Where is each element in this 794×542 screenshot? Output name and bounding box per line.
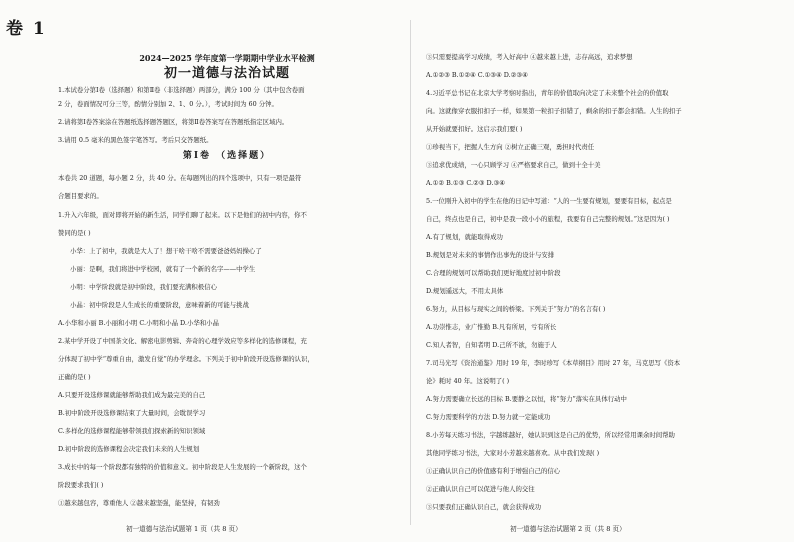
text-line: B.初中阶段开设选修课结束了大量时间，会耽误学习: [58, 409, 206, 417]
text-line: ②正确认识自己可以促进与他人的交往: [426, 485, 535, 493]
text-line: A.只要开设选修课就能够帮助我们成为最完美的自己: [58, 391, 206, 399]
note-line: 2.请将第Ⅰ卷答案涂在答题纸选择题答题区，将第Ⅱ卷答案写在答题纸指定区域内。: [58, 118, 289, 126]
text-line: 4.习近平总书记在北京大学考察时指出，青年的价值取向决定了未来整个社会的价值取: [426, 89, 669, 97]
text-line: ①越来越包容，尊重他人 ②越来越坚强，能坚持，有韧劲: [58, 499, 220, 507]
text-line: 小晶：初中阶段是人生成长的重要阶段，意味着新的可能与挑战: [70, 301, 249, 309]
text-line: ①珍视当下，把握人生方向 ②树立正确三观，勇担时代责任: [426, 143, 595, 151]
text-line: 合题目要求的。: [58, 192, 103, 200]
text-line: D.初中阶段的选修课程会决定我们未来的人生规划: [58, 445, 200, 453]
text-line: A.①②③ B.①②④ C.①③④ D.②③④: [426, 71, 528, 79]
text-line: B.规划是对未来的事情作出事先的设计与安排: [426, 251, 555, 259]
text-line: 分体现了初中学“尊重自由，激发自觉”的办学理念。下列关于初中阶段开设选修课的认识，: [58, 355, 314, 363]
text-line: 赞同的是( ): [58, 229, 91, 237]
page-footer: 初一道德与法治试题第 1 页（共 8 页）: [126, 525, 242, 533]
text-line: A.功崇惟志，业广惟勤 B.凡有所居，亏有所长: [426, 323, 557, 331]
text-line: A.有了规划，就能取得成功: [426, 233, 503, 241]
text-line: 2.某中学开设了中国茶文化、解密电影剪辑、奔奇的心理学效应等多样化的选修课程，充: [58, 337, 307, 345]
text-line: 阶段要求我们( ): [58, 481, 104, 489]
text-line: C.合理的规划可以帮助我们更好地度过初中阶段: [426, 269, 561, 277]
text-line: C.努力需要科学的方法 D.努力就一定能成功: [426, 413, 551, 421]
text-line: 小华：上了初中，我就是大人了！想干啥干啥不需要爸爸妈妈操心了: [70, 247, 262, 255]
section-title: 第Ⅰ卷 （选择题）: [182, 151, 272, 161]
note-line: 2 分，卷面情况可分三等，酌情分别加 2、1、0 分。），考试时间为 60 分钟。: [58, 100, 278, 108]
text-line: 向。这就像穿衣服扣扣子一样，如果第一粒扣子扣错了，剩余的扣子都会扣错。人生的扣子: [426, 107, 682, 115]
page-footer: 初一道德与法治试题第 2 页（共 8 页）: [510, 525, 626, 533]
text-line: 3.成长中的每一个阶段都有独特的价值和意义。初中阶段是人生发展的一个新阶段，这个: [58, 463, 307, 471]
page-divider: [410, 20, 411, 525]
text-line: 论》耗时 40 年。这说明了( ): [426, 377, 510, 385]
text-line: 6.努力，从目标与现实之间的桥梁。下列关于“努力”的名言有( ): [426, 305, 606, 313]
volume-label: 卷 1: [6, 19, 47, 39]
right-page: [426, 0, 766, 542]
subject-title: 初一道德与法治试题: [163, 66, 290, 81]
text-line: 小丽：是啊，我们将进中学校园，就有了一个新的名字——中学生: [70, 265, 256, 273]
text-line: ③追求优成绩，一心只顾学习 ④严格要求自己，做到十全十美: [426, 161, 601, 169]
note-line: 1.本试卷分第Ⅰ卷（选择题）和第Ⅱ卷（非选择题）两部分，满分 100 分（其中包含卷面: [58, 86, 305, 94]
text-line: 8.小芳每天练习书法，字越练越好，她认识到这是自己的优势，所以经常用课余时间帮助: [426, 431, 675, 439]
text-line: 从开始就要扣好。这启示我们要( ): [426, 125, 523, 133]
text-line: D.规划遥远大，不用太具体: [426, 287, 504, 295]
text-line: ③只要我们正确认识自己，就会获得成功: [426, 503, 542, 511]
exam-title: 2024—2025 学年度第一学期期中学业水平检测: [139, 53, 315, 63]
text-line: ①正确认识自己的价值感有利于增强自己的信心: [426, 467, 561, 475]
text-line: C.知人者智，自知者明 D.己所不欲，勿施于人: [426, 341, 557, 349]
text-line: 正确的是( ): [58, 373, 91, 381]
text-line: A.小华和小丽 B.小丽和小明 C.小明和小晶 D.小华和小晶: [58, 319, 219, 327]
text-line: C.多样化的选修课程能够带领我们探索新的知识领域: [58, 427, 206, 435]
text-line: A.努力需要确立长远的目标 B.要静之以恒，将“努力”落实在具体行动中: [426, 395, 627, 403]
text-line: ③只需要提高学习成绩，考入好高中 ④越来越上进，志存高远，追求梦想: [426, 53, 633, 61]
text-line: 小明：中学阶段就是初中阶段，我们要充满积极信心: [70, 283, 217, 291]
left-page: [58, 0, 396, 542]
text-line: 5.一位刚升入初中的学生在他的日记中写道：“人的一生要有规划，要要有目标，起点是: [426, 197, 672, 205]
text-line: 自己，终点也是自己，初中是我一段小小的旅程，我要有自己完整的规划。”这是因为( ): [426, 215, 670, 223]
note-line: 3.请用 0.5 毫米的黑色签字笔答写。考后只交答题纸。: [58, 136, 213, 144]
text-line: A.①② B.①③ C.②③ D.③④: [426, 179, 505, 187]
text-line: 其他同学练习书法，大家对小芳越来越喜欢。从中我们发现( ): [426, 449, 600, 457]
text-line: 本卷共 20 道题，每小题 2 分，共 40 分。在每题列出的四个选项中，只有一项是最符: [58, 174, 302, 182]
text-line: 1.升入六年级，面对即将开始的新生活，同学们聊了起来。以下是他们的初中内容，你不: [58, 211, 307, 219]
text-line: 7.司马光写《资治通鉴》用时 19 年，李时珍写《本草纲目》用时 27 年，马克思写《资本: [426, 359, 681, 367]
